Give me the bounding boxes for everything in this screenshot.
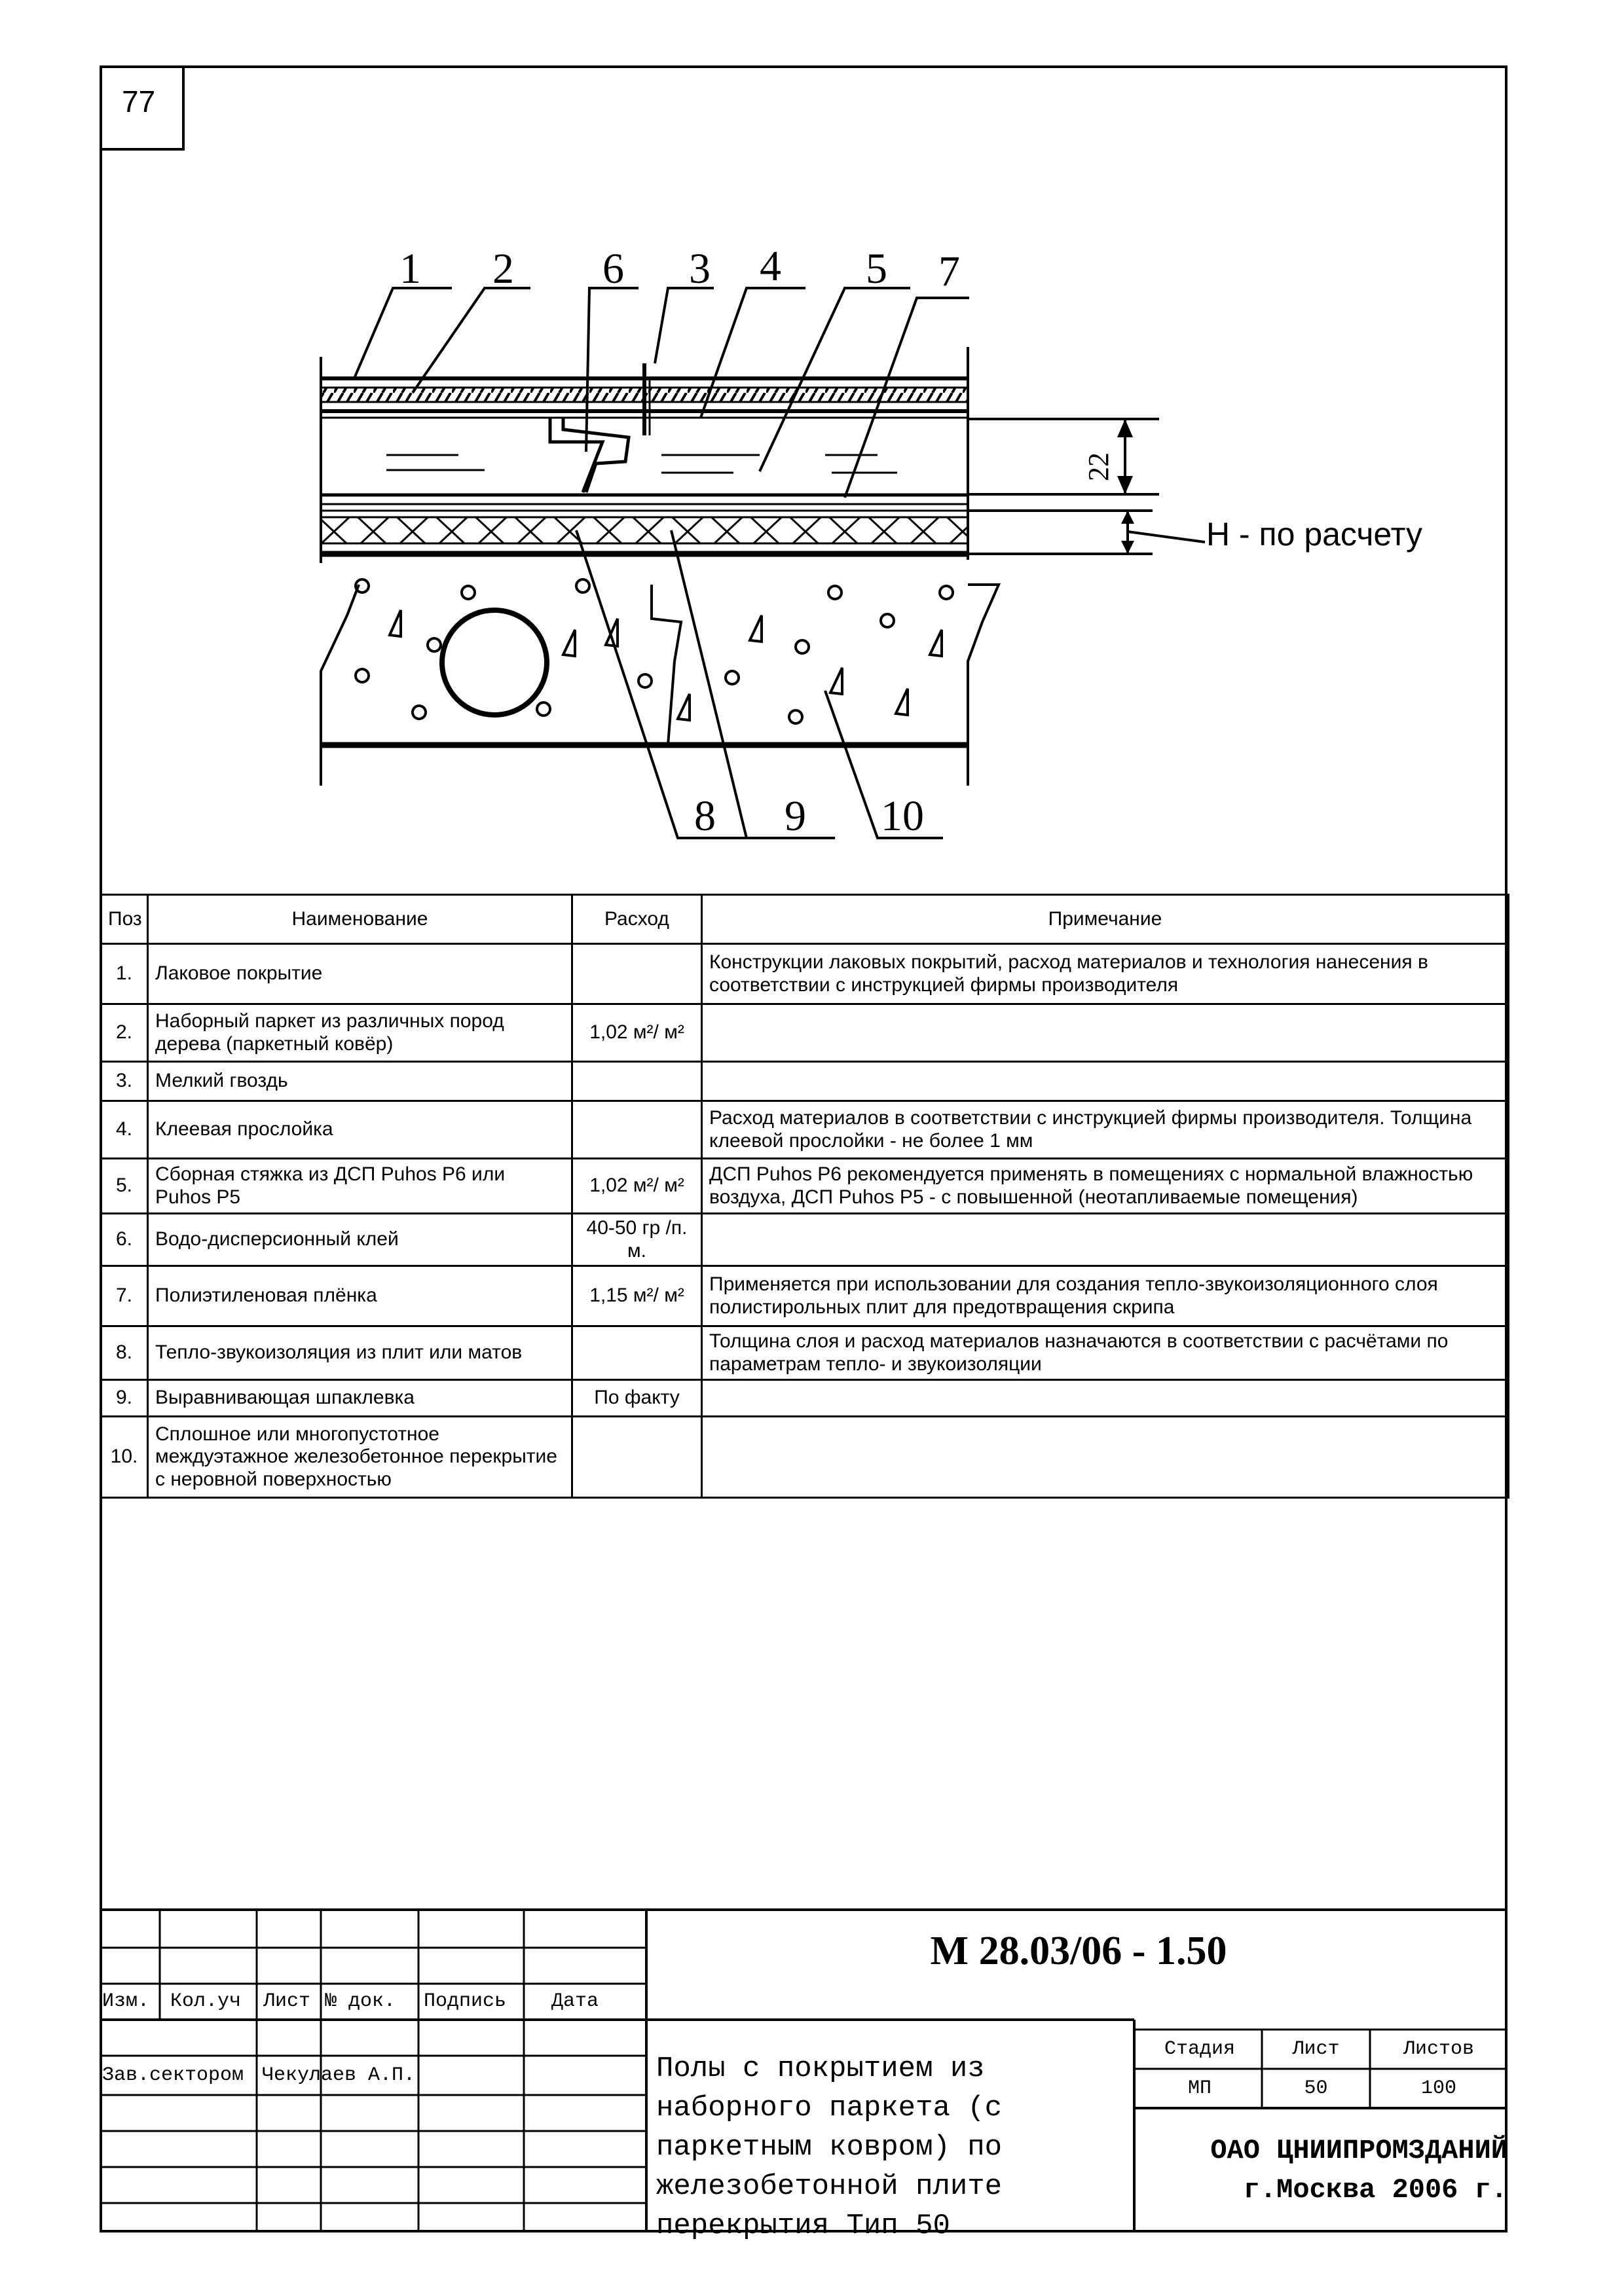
callout-10: 10 [881,792,924,840]
table-row: 1. Лаковое покрытие Конструкции лаковых покрытий, расход материалов и технология нанесения в соответствии с инструкцией фирмы производителя [101,944,1509,1004]
header-rate: Расход [572,895,702,944]
sheet-label: Лист [1292,2038,1340,2060]
table-row: 6. Водо-дисперсионный клей 40-50 гр /п. м. [101,1214,1509,1266]
stage-value: МП [1187,2077,1211,2100]
insulation-layer [321,504,968,554]
title-block [100,1908,1507,2242]
org-name: ОАО ЦНИИПРОМЗДАНИЙ [1210,2135,1507,2166]
col-izm: Изм. [102,1990,150,2013]
role-label: Зав.сектором [102,2064,244,2086]
table-row: 9. Выравнивающая шпаклевка По факту [101,1380,1509,1417]
callout-2: 2 [492,245,514,293]
header-note: Примечание [702,895,1509,944]
callout-1: 1 [399,245,421,293]
sheet-number: 77 [100,65,185,151]
drawing-title: Полы с покрытием из наборного паркета (с паркетным ковром) по железобетонной плите перекрытия Тип 50 [656,2052,1003,2242]
table-row: 2. Наборный паркет из различных пород дерева (паркетный ковёр) 1,02 м²/ м² [101,1004,1509,1062]
col-doc: № док. [325,1990,396,2013]
table-row: 7. Полиэтиленовая плёнка 1,15 м²/ м² Применяется при использовании для создания тепло-звукоизоляционного слоя полистирольных плит для предотвращения скрипа [101,1266,1509,1326]
callout-5: 5 [866,245,887,293]
header-name: Наименование [148,895,572,944]
table-row: 4. Клеевая прослойка Расход материалов в соответствии с инструкцией фирмы производителя. Толщина клеевой прослойки - не более 1 мм [101,1101,1509,1159]
table-header-row [101,895,1509,944]
height-label: Н - по расчету [1206,516,1423,553]
sheets-label: Листов [1403,2038,1475,2060]
org-city-year: г.Москва 2006 г. [1243,2174,1507,2206]
sheets-value: 100 [1420,2077,1456,2100]
callout-3: 3 [689,245,711,293]
dimension-22: 22 [1082,452,1115,481]
callout-8: 8 [694,792,716,840]
header-pos: Поз [101,895,148,944]
table-row: 8. Тепло-звукоизоляция из плит или матов Толщина слоя и расход материалов назначаются в соответствии с расчётами по параметрам тепло- и звукоизоляции [101,1326,1509,1380]
organization [1141,2131,1511,2210]
callout-7: 7 [938,247,960,295]
sheet-value: 50 [1304,2077,1328,2100]
table-row: 3. Мелкий гвоздь [101,1062,1509,1101]
person-name: Чекулаев А.П. [262,2064,416,2086]
table-row: 5. Сборная стяжка из ДСП Puhos P6 или Puhos P5 1,02 м²/ м² ДСП Puhos P6 рекомендуется применять в помещениях с нормальной влажностью воздуха, ДСП Puhos P5 - с повышенной (неотапливаемые помещения) [101,1159,1509,1214]
col-list: Лист [263,1990,311,2013]
col-kol: Кол.уч [170,1990,242,2013]
col-date: Дата [551,1990,599,2013]
table-row: 10. Сплошное или многопустотное междуэтажное железобетонное перекрытие с неровной поверхностью [101,1417,1509,1498]
document-code: М 28.03/06 - 1.50 [930,1929,1227,1973]
concrete-slab [321,579,999,786]
callout-4: 4 [760,242,781,290]
floor-section-drawing [0,0,1609,890]
stage-label: Стадия [1164,2038,1236,2060]
specification-table [100,894,1509,1499]
col-sign: Подпись [424,1990,507,2013]
callout-6: 6 [602,245,624,293]
dimension-lines [969,419,1205,554]
callout-9: 9 [785,792,806,840]
